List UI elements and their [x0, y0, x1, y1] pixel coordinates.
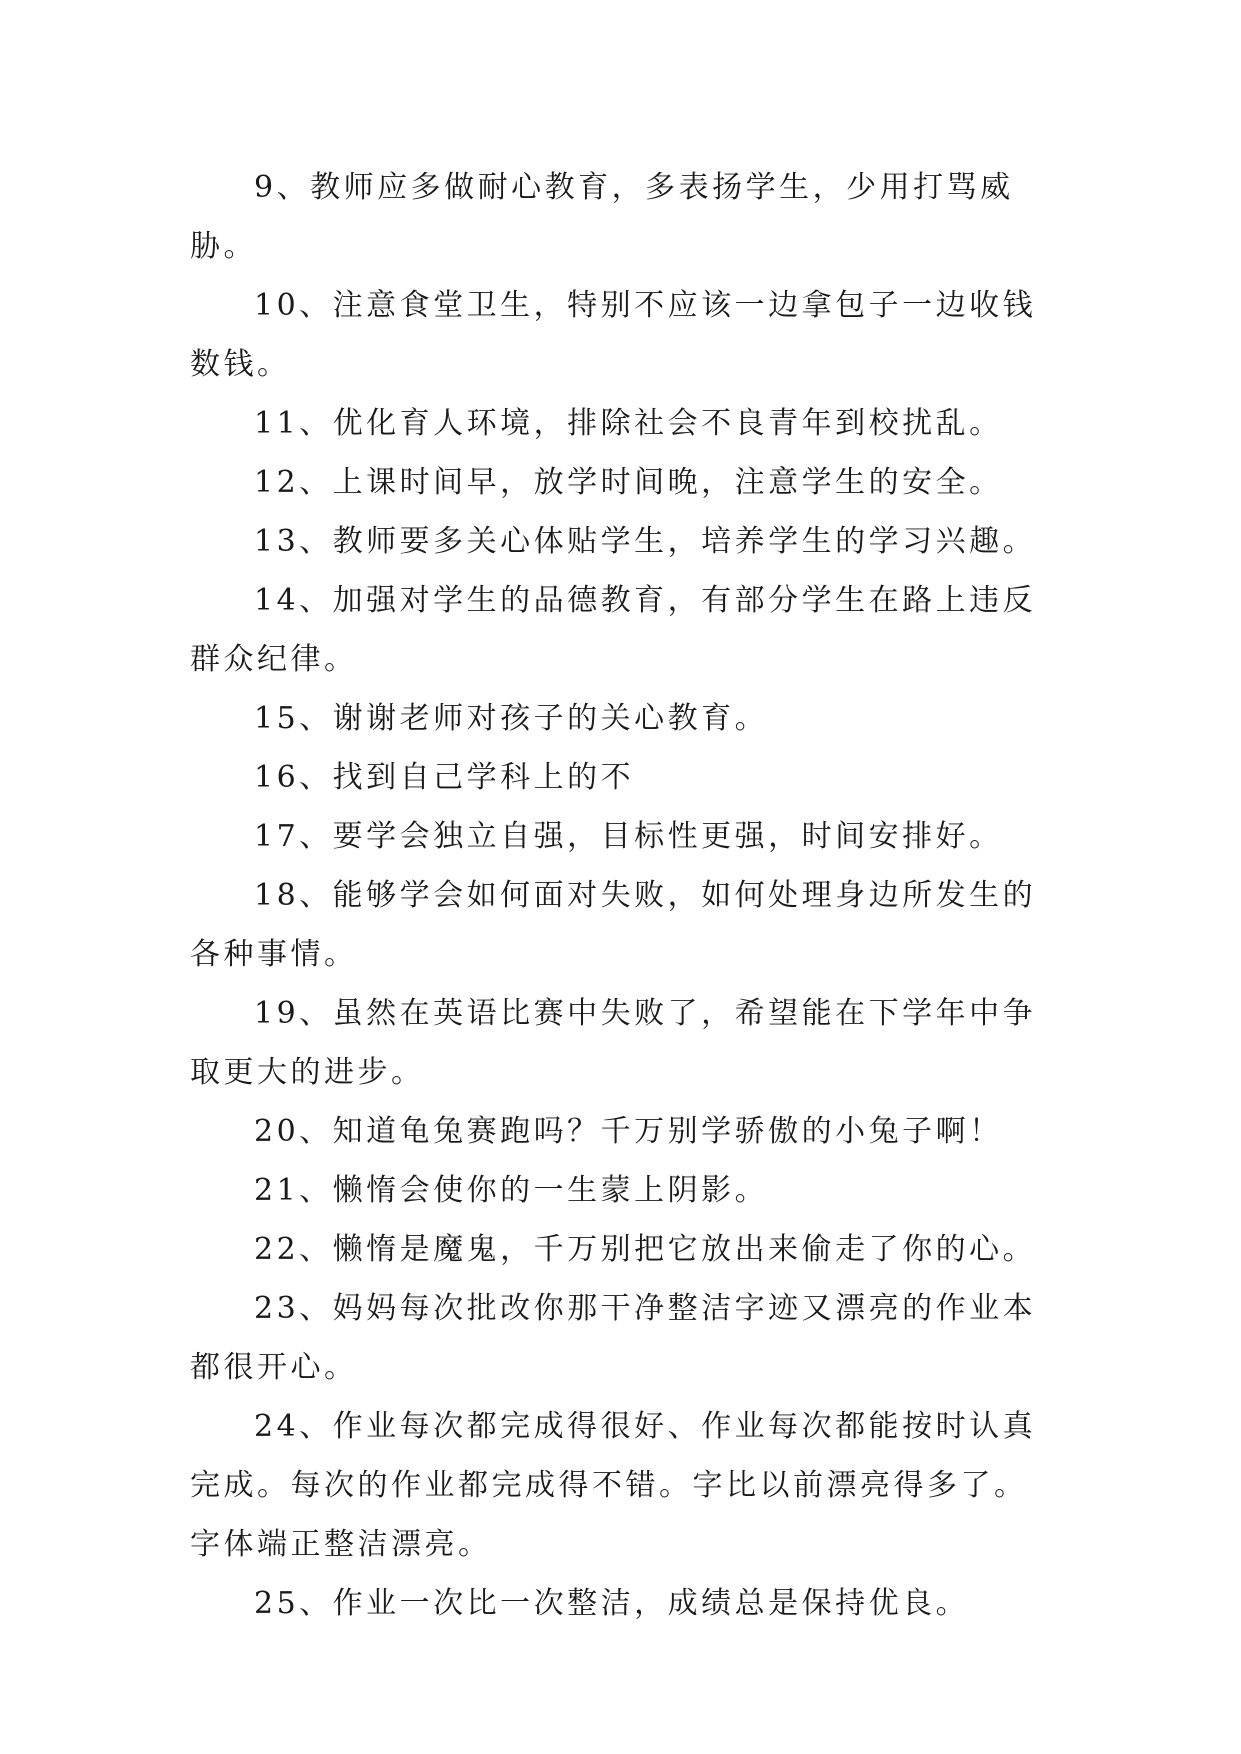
list-item: 15、谢谢老师对孩子的关心教育。 [254, 701, 769, 736]
list-item: 11、优化育人环境，排除社会不良青年到校扰乱。 [254, 406, 1003, 441]
list-item: 19、虽然在英语比赛中失败了，希望能在下学年中争取更大的进步。 [190, 996, 1037, 1090]
list-item: 18、能够学会如何面对失败，如何处理身边所发生的各种事情。 [190, 878, 1037, 972]
list-item: 9、教师应多做耐心教育，多表扬学生，少用打骂威胁。 [190, 170, 1014, 264]
document-body [190, 158, 1050, 1633]
list-item: 25、作业一次比一次整洁，成绩总是保持优良。 [254, 1586, 970, 1621]
list-item: 23、妈妈每次批改你那干净整洁字迹又漂亮的作业本都很开心。 [190, 1291, 1037, 1385]
list-item: 13、教师要多关心体贴学生，培养学生的学习兴趣。 [254, 524, 1037, 559]
list-item: 21、懒惰会使你的一生蒙上阴影。 [254, 1173, 769, 1208]
list-item: 12、上课时间早，放学时间晚，注意学生的安全。 [254, 465, 1003, 500]
list-item: 14、加强对学生的品德教育，有部分学生在路上违反群众纪律。 [190, 583, 1037, 677]
list-item: 24、作业每次都完成得很好、作业每次都能按时认真完成。每次的作业都完成得不错。字比以前漂亮得多了。字体端正整洁漂亮。 [190, 1409, 1037, 1562]
list-item: 22、懒惰是魔鬼，千万别把它放出来偷走了你的心。 [254, 1232, 1037, 1267]
list-item: 10、注意食堂卫生，特别不应该一边拿包子一边收钱数钱。 [190, 288, 1037, 382]
list-item: 16、找到自己学科上的不 [254, 760, 635, 795]
list-item: 17、要学会独立自强，目标性更强，时间安排好。 [254, 819, 1003, 854]
list-item: 20、知道龟兔赛跑吗？千万别学骄傲的小兔子啊！ [254, 1114, 1003, 1149]
